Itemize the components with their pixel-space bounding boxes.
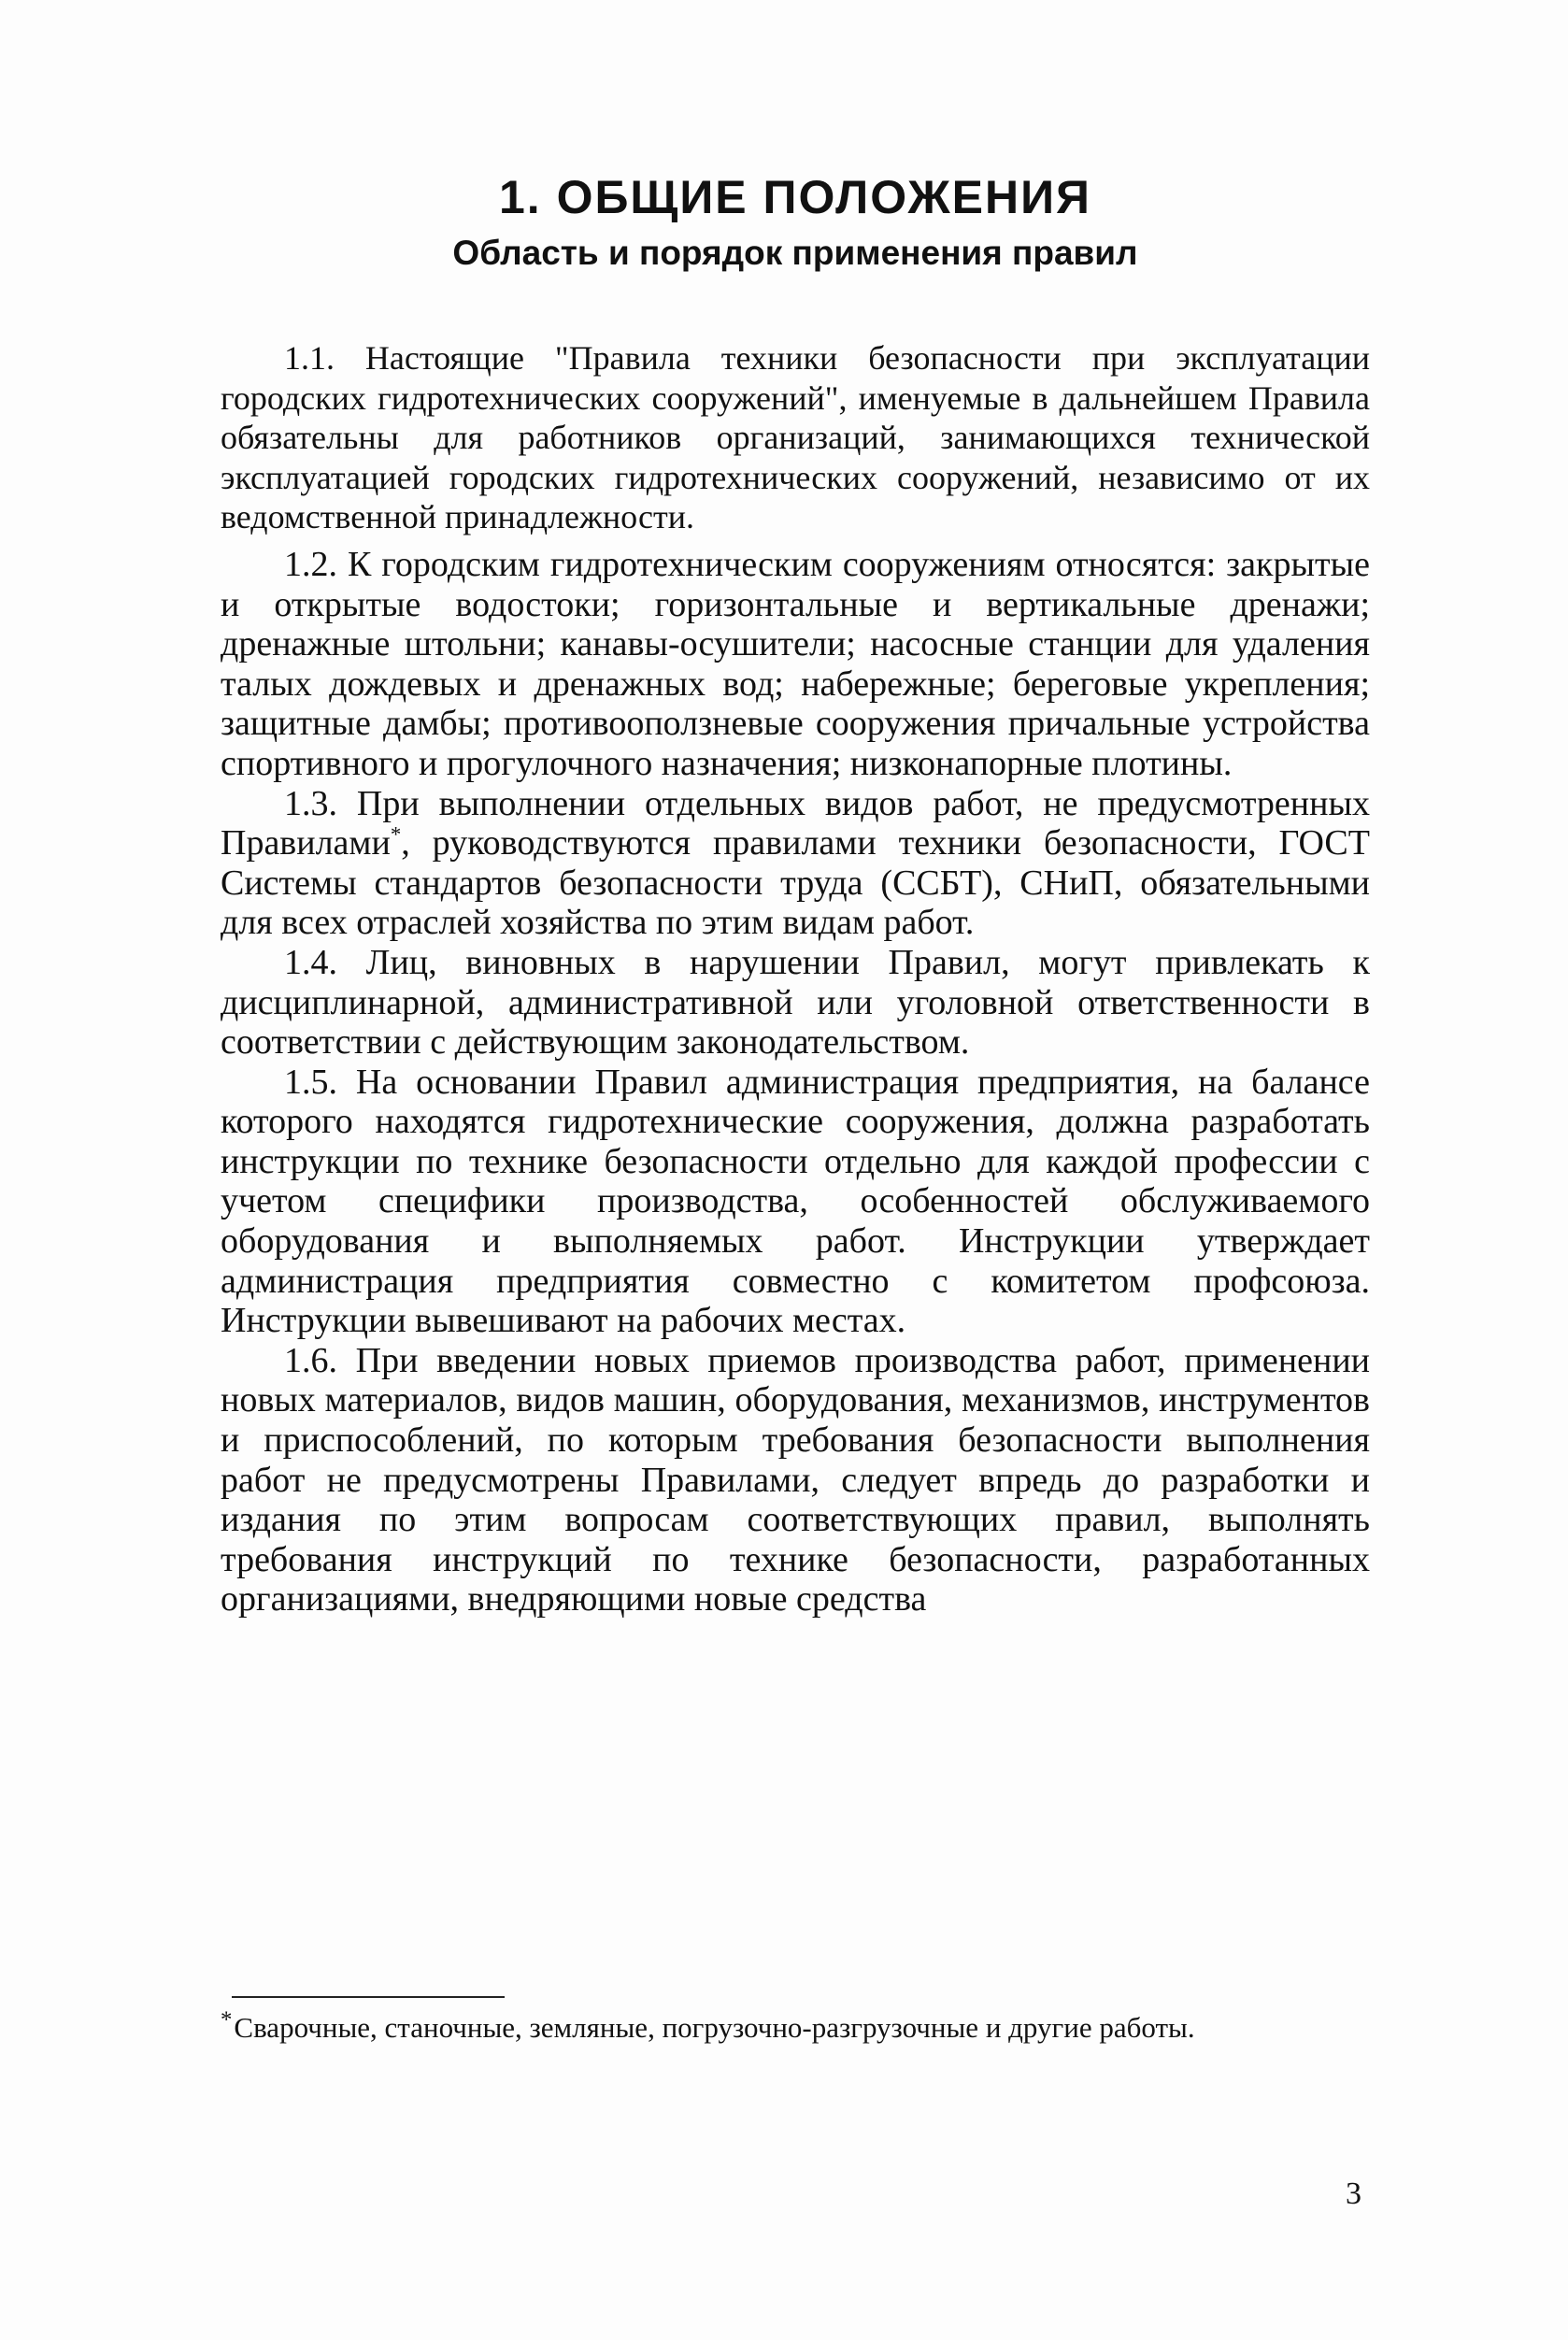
paragraph-1-3	[221, 784, 1370, 943]
page-subtitle: Область и порядок применения правил	[452, 234, 1138, 272]
section-header	[221, 168, 1370, 277]
paragraph-1-5: 1.5. На основании Правил администрация предприятия, на балансе которого находятся гидротехнические сооружения, должна разработать инструкции по технике безопасности отдельно для каждой профессии с учетом специфики производства, особенностей обслуживаемого оборудования и выполняемых работ. Инструкции утверждает администрация предприятия совместно с комитетом профсоюза. Инструкции вывешивают на рабочих местах.	[221, 1062, 1370, 1341]
footnote-divider	[232, 1996, 505, 1998]
footnote-reference-mark: *	[390, 822, 402, 847]
page-number: 3	[1346, 2176, 1361, 2211]
paragraph-1-6: 1.6. При введении новых приемов производства работ, применении новых материалов, видов машин, оборудования, механизмов, инструментов и приспособлений, по которым требования безопасности выполнения работ не предусмотрены Правилами, следует впредь до разработки и издания по этим вопросам соответствующих правил, выполнять требования инструкций по технике безопасности, разработанных организациями, внедряющими новые средства	[221, 1340, 1370, 1619]
page-title: 1. ОБЩИЕ ПОЛОЖЕНИЯ	[499, 171, 1091, 223]
footnote-text: Сварочные, станочные, земляные, погрузочно-разгрузочные и другие работы.	[234, 2011, 1195, 2044]
paragraph-1-2: 1.2. К городским гидротехническим сооружениям относятся: закрытые и открытые водостоки; горизонтальные и вертикальные дренажи; дренажные штольни; канавы-осушители; насосные станции для удаления талых дождевых и дренажных вод; набережные; береговые укрепления; защитные дамбы; противооползневые сооружения причальные устройства спортивного и прогулочного назначения; низконапорные плотины.	[221, 544, 1370, 783]
paragraph-1-4: 1.4. Лиц, виновных в нарушении Правил, могут привлекать к дисциплинарной, административной или уголовной ответственности в соответствии с действующим законодательством.	[221, 942, 1370, 1063]
footnote-mark: *	[221, 2006, 233, 2033]
paragraph-1-3-start: 1.3. При выполнении отдельных видов работ, не предусмотренных Правилами	[221, 783, 1370, 863]
paragraph-1-3-end: , руководствуются правилами техники безопасности, ГОСТ Системы стандартов безопасности труда (ССБТ), СНиП, обязательными для всех отраслей хозяйства по этим видам работ.	[221, 823, 1370, 943]
body-text	[221, 338, 1370, 1619]
footnote	[221, 2006, 1370, 2045]
paragraph-1-1: 1.1. Настоящие "Правила техники безопасности при эксплуатации городских гидротехнических сооружений", именуемые в дальнейшем Правила обязательны для работников организаций, занимающихся технической эксплуатацией городских гидротехнических сооружений, независимо от их ведомственной принадлежности.	[221, 339, 1370, 536]
